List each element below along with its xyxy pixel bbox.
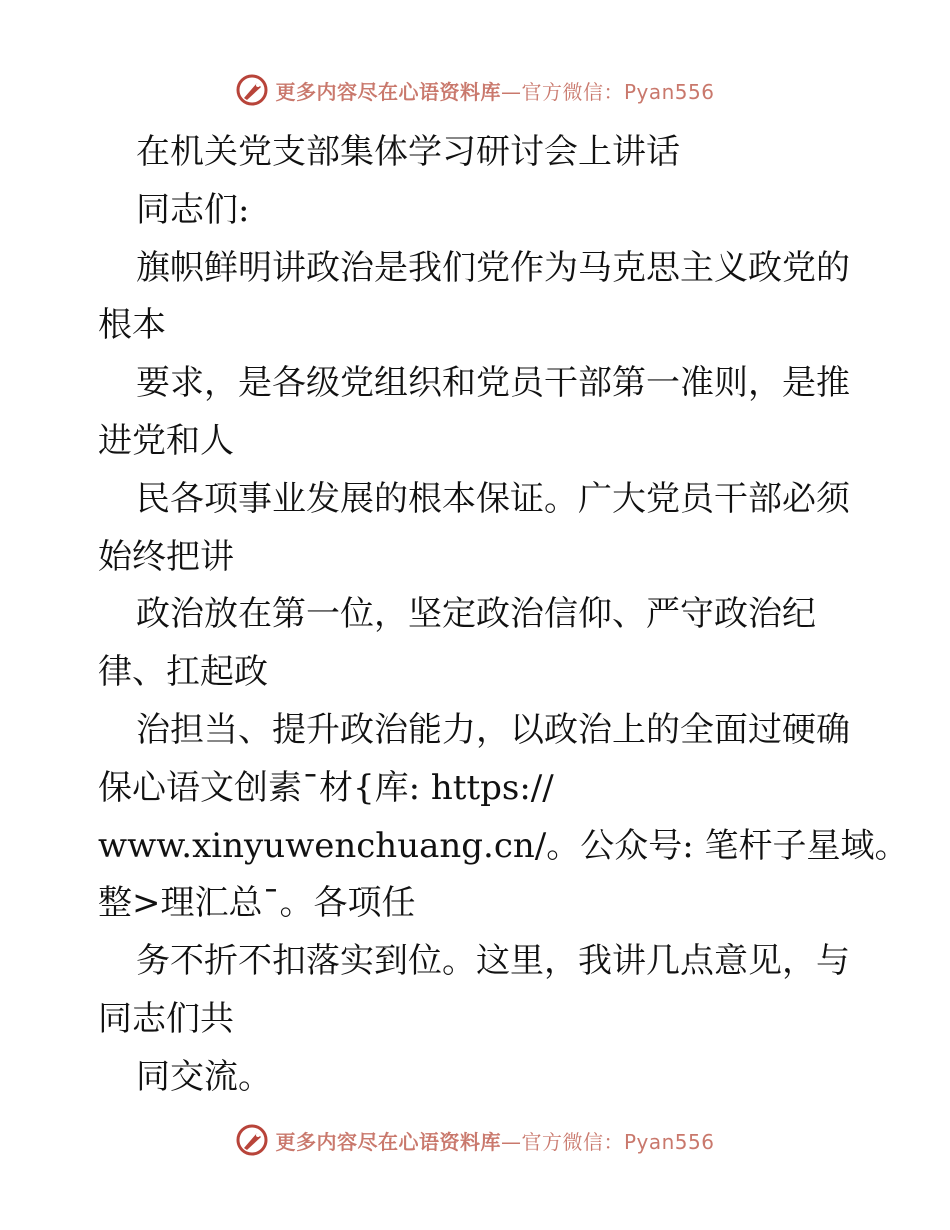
footer-watermark-banner xyxy=(0,1120,950,1160)
paragraph-line: 同交流。 xyxy=(136,1056,272,1097)
paragraph-line: 整>理汇总¯。各项任 xyxy=(98,883,416,924)
paragraph-line: 保心语文创素¯材{库: https:// xyxy=(98,767,554,808)
paragraph-line: 根本 xyxy=(98,305,166,346)
paragraph-line: 始终把讲 xyxy=(98,536,234,577)
pen-nib-logo-icon xyxy=(235,73,269,107)
footer-watermark xyxy=(235,1123,714,1157)
paragraph-line: 民各项事业发展的根本保证。广大党员干部必须 xyxy=(136,478,850,519)
paragraph-line: 政治放在第一位，坚定政治信仰、严守政治纪 xyxy=(136,594,816,635)
paragraph-line: 要求，是各级党组织和党员干部第一准则，是推 xyxy=(136,363,850,404)
footer-watermark-bold: 更多内容尽在心语资料库 xyxy=(275,1129,501,1154)
document-body xyxy=(98,124,909,1107)
header-watermark-text xyxy=(275,76,714,105)
document-title: 在机关党支部集体学习研讨会上讲话 xyxy=(136,132,680,172)
paragraph-line: 旗帜鲜明讲政治是我们党作为马克思主义政党的 xyxy=(136,247,850,288)
pen-nib-logo-icon xyxy=(235,1123,269,1157)
header-watermark-rest: —官方微信：Pyan556 xyxy=(500,79,715,104)
paragraph-line: 务不折不扣落实到位。这里，我讲几点意见，与 xyxy=(136,941,850,982)
paragraph-line: 进党和人 xyxy=(98,420,234,461)
paragraph-line: 律、扛起政 xyxy=(98,652,268,693)
paragraph-line: 同志们共 xyxy=(98,998,234,1039)
footer-watermark-text xyxy=(275,1126,714,1155)
header-watermark-banner xyxy=(0,70,950,110)
paragraph-line: 治担当、提升政治能力，以政治上的全面过硬确 xyxy=(136,709,850,750)
paragraph-line: www.xinyuwenchuang.cn/。公众号: 笔杆子星域。 xyxy=(98,825,909,866)
salutation: 同志们: xyxy=(136,189,250,230)
header-watermark xyxy=(235,73,714,107)
header-watermark-bold: 更多内容尽在心语资料库 xyxy=(275,79,501,104)
footer-watermark-rest: —官方微信：Pyan556 xyxy=(500,1129,715,1154)
